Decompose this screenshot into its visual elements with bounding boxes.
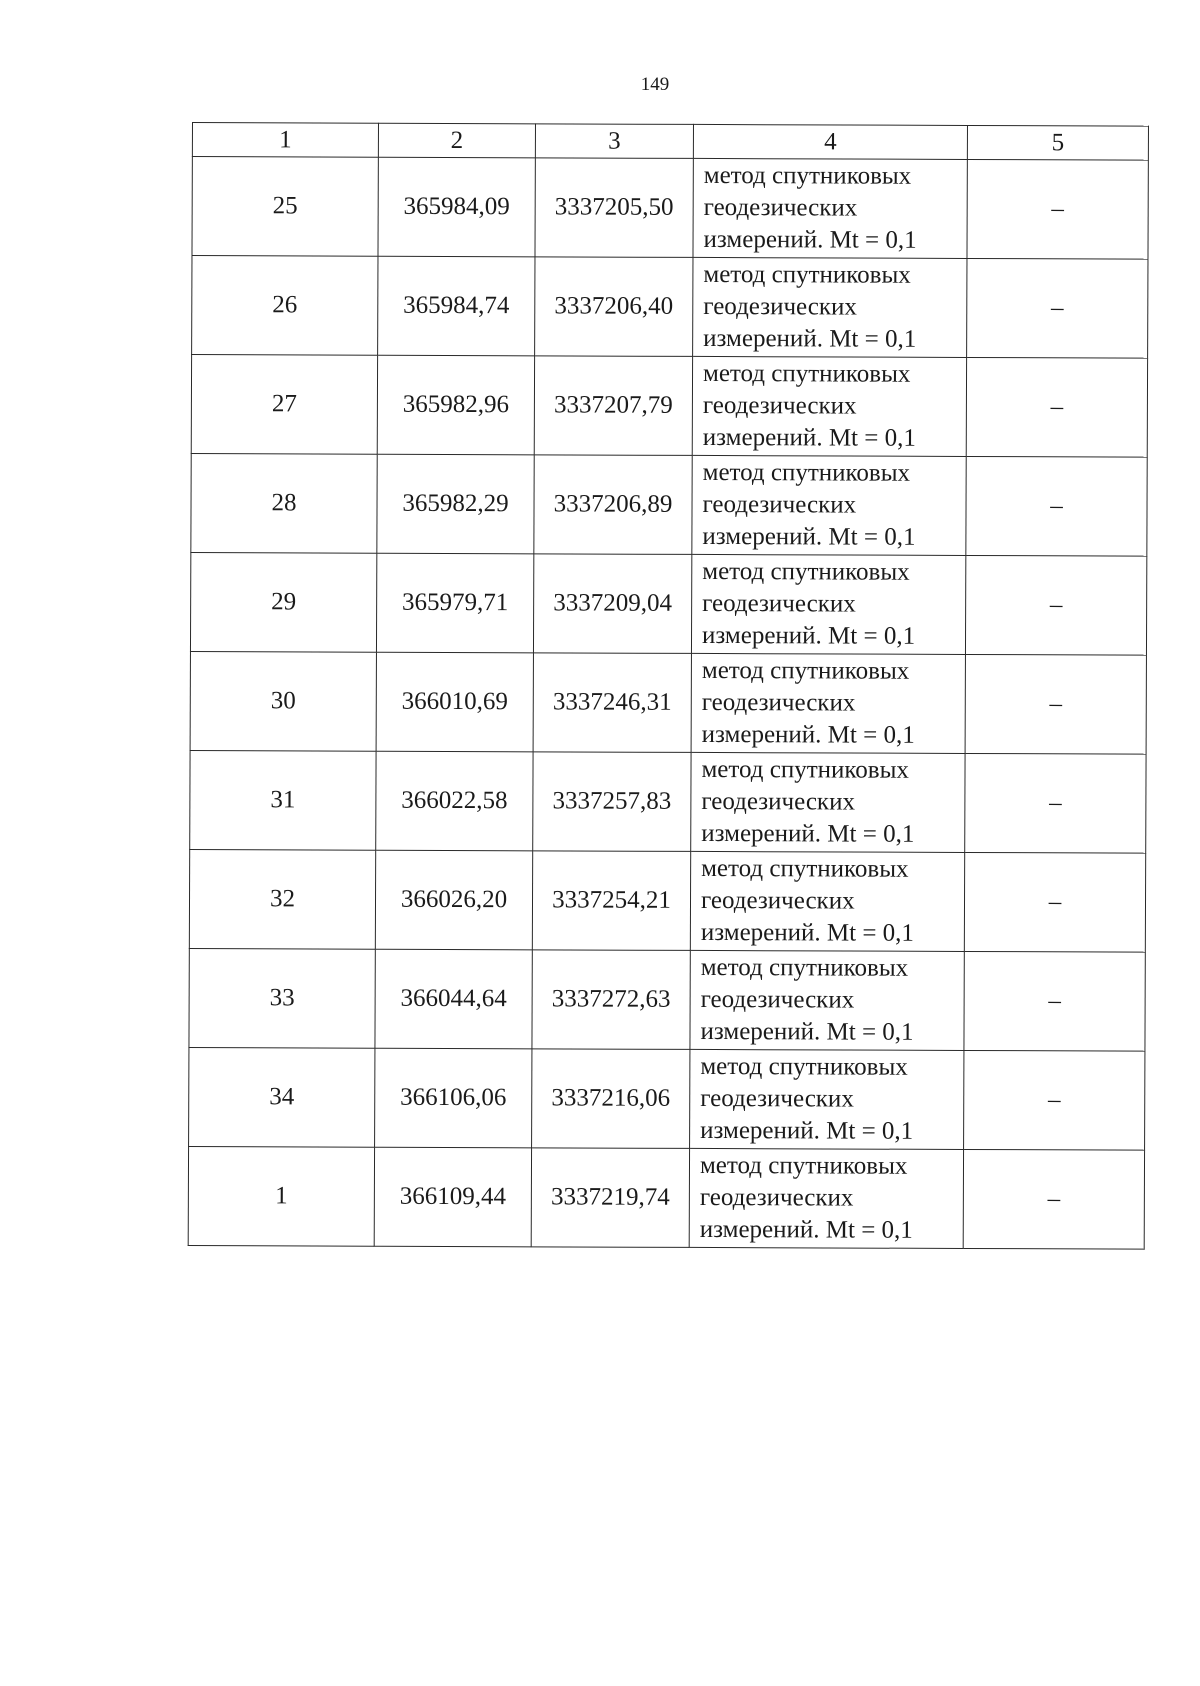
method-cell bbox=[689, 1148, 963, 1248]
method-text-line: измерений. Mt = 0,1 bbox=[702, 423, 916, 452]
y-coordinate-cell: 3337219,74 bbox=[531, 1148, 689, 1248]
header-cell-1: 1 bbox=[192, 123, 378, 158]
table-row bbox=[192, 256, 1148, 359]
method-text-line: метод спутниковых bbox=[700, 953, 909, 982]
note-cell: – bbox=[963, 1149, 1144, 1249]
method-text-line: геодезических bbox=[701, 787, 856, 816]
y-coordinate-cell: 3337206,40 bbox=[535, 257, 693, 357]
y-coordinate-cell: 3337206,89 bbox=[534, 455, 692, 555]
table-row bbox=[189, 849, 1145, 952]
note-cell: – bbox=[964, 852, 1145, 952]
note-cell: – bbox=[965, 654, 1146, 754]
y-coordinate-cell: 3337246,31 bbox=[533, 653, 691, 753]
note-cell: – bbox=[964, 951, 1145, 1051]
note-cell: – bbox=[965, 555, 1146, 655]
method-text-line: геодезических bbox=[700, 985, 855, 1014]
method-text-line: измерений. Mt = 0,1 bbox=[700, 1116, 914, 1145]
method-cell bbox=[692, 356, 966, 456]
coordinates-table bbox=[188, 122, 1149, 1250]
table-row bbox=[191, 453, 1147, 556]
note-cell: – bbox=[966, 456, 1147, 556]
method-text-line: геодезических bbox=[700, 886, 855, 915]
method-text-line: метод спутниковых bbox=[702, 359, 911, 388]
y-coordinate-cell: 3337257,83 bbox=[533, 752, 691, 852]
point-number-cell: 29 bbox=[190, 552, 376, 652]
table-row bbox=[192, 157, 1148, 260]
method-text-line: измерений. Mt = 0,1 bbox=[700, 918, 915, 947]
y-coordinate-cell: 3337205,50 bbox=[535, 158, 693, 258]
x-coordinate-cell: 365984,74 bbox=[378, 256, 535, 356]
method-text-line: метод спутниковых bbox=[700, 1052, 908, 1081]
header-cell-5: 5 bbox=[967, 125, 1148, 160]
method-cell bbox=[690, 950, 964, 1050]
method-cell bbox=[693, 257, 967, 357]
method-cell bbox=[692, 455, 966, 555]
method-cell bbox=[693, 158, 967, 258]
point-number-cell: 30 bbox=[190, 651, 376, 751]
method-text-line: измерений. Mt = 0,1 bbox=[700, 1017, 914, 1046]
point-number-cell: 33 bbox=[189, 948, 375, 1048]
y-coordinate-cell: 3337254,21 bbox=[532, 851, 690, 951]
point-number-cell: 25 bbox=[192, 157, 378, 257]
x-coordinate-cell: 365982,29 bbox=[377, 454, 534, 554]
table-header-row bbox=[192, 123, 1148, 161]
point-number-cell: 31 bbox=[190, 750, 376, 850]
point-number-cell: 27 bbox=[191, 355, 377, 455]
x-coordinate-cell: 365979,71 bbox=[376, 553, 533, 653]
x-coordinate-cell: 366109,44 bbox=[374, 1147, 531, 1247]
table-row bbox=[190, 750, 1146, 853]
x-coordinate-cell: 366106,06 bbox=[375, 1048, 532, 1148]
note-cell: – bbox=[965, 753, 1146, 853]
method-text-line: метод спутниковых bbox=[702, 557, 910, 586]
method-text-line: измерений. Mt = 0,1 bbox=[701, 720, 915, 749]
table-row bbox=[190, 552, 1146, 655]
method-cell bbox=[690, 1049, 964, 1149]
method-text-line: измерений. Mt = 0,1 bbox=[703, 324, 917, 353]
y-coordinate-cell: 3337207,79 bbox=[534, 356, 692, 456]
method-text-line: измерений. Mt = 0,1 bbox=[703, 225, 917, 254]
note-cell: – bbox=[967, 159, 1148, 259]
x-coordinate-cell: 366022,58 bbox=[376, 751, 533, 851]
method-text-line: метод спутниковых bbox=[701, 755, 909, 784]
y-coordinate-cell: 3337209,04 bbox=[533, 554, 691, 654]
header-cell-3: 3 bbox=[535, 124, 693, 159]
table-row bbox=[190, 651, 1146, 754]
method-text-line: геодезических bbox=[702, 589, 856, 618]
method-text-line: метод спутниковых bbox=[703, 161, 912, 190]
y-coordinate-cell: 3337216,06 bbox=[532, 1049, 690, 1149]
method-cell bbox=[691, 752, 965, 852]
note-cell: – bbox=[964, 1050, 1145, 1150]
method-text-line: измерений. Mt = 0,1 bbox=[701, 819, 915, 848]
method-cell bbox=[690, 851, 964, 951]
method-text-line: измерений. Mt = 0,1 bbox=[699, 1215, 913, 1244]
point-number-cell: 26 bbox=[192, 256, 378, 356]
header-cell-4: 4 bbox=[693, 124, 967, 159]
x-coordinate-cell: 366044,64 bbox=[375, 949, 532, 1049]
x-coordinate-cell: 366026,20 bbox=[375, 850, 532, 950]
note-cell: – bbox=[967, 258, 1148, 358]
table-row bbox=[191, 355, 1147, 458]
x-coordinate-cell: 365982,96 bbox=[377, 355, 534, 455]
method-text-line: метод спутниковых bbox=[702, 458, 911, 487]
method-text-line: геодезических bbox=[700, 1084, 854, 1113]
method-text-line: геодезических bbox=[702, 490, 857, 519]
table-row bbox=[189, 948, 1145, 1051]
method-text-line: геодезических bbox=[699, 1183, 854, 1212]
note-cell: – bbox=[966, 357, 1147, 457]
method-text-line: метод спутниковых bbox=[703, 260, 911, 289]
method-text-line: измерений. Mt = 0,1 bbox=[702, 522, 916, 551]
method-cell bbox=[691, 653, 965, 753]
method-text-line: геодезических bbox=[701, 688, 856, 717]
y-coordinate-cell: 3337272,63 bbox=[532, 950, 690, 1050]
method-text-line: метод спутниковых bbox=[699, 1151, 908, 1180]
method-text-line: измерений. Mt = 0,1 bbox=[701, 621, 916, 650]
table-row bbox=[188, 1146, 1144, 1249]
point-number-cell: 34 bbox=[189, 1047, 375, 1147]
header-cell-2: 2 bbox=[378, 123, 535, 158]
method-cell bbox=[691, 554, 965, 654]
x-coordinate-cell: 366010,69 bbox=[376, 652, 533, 752]
method-text-line: метод спутниковых bbox=[701, 656, 910, 685]
method-text-line: метод спутниковых bbox=[701, 854, 909, 883]
table-row bbox=[189, 1047, 1145, 1150]
point-number-cell: 28 bbox=[191, 453, 377, 553]
page-number: 149 bbox=[640, 74, 670, 95]
point-number-cell: 32 bbox=[189, 849, 375, 949]
point-number-cell: 1 bbox=[188, 1146, 374, 1246]
method-text-line: геодезических bbox=[703, 193, 858, 222]
x-coordinate-cell: 365984,09 bbox=[378, 157, 535, 257]
method-text-line: геодезических bbox=[702, 391, 857, 420]
method-text-line: геодезических bbox=[703, 292, 857, 321]
